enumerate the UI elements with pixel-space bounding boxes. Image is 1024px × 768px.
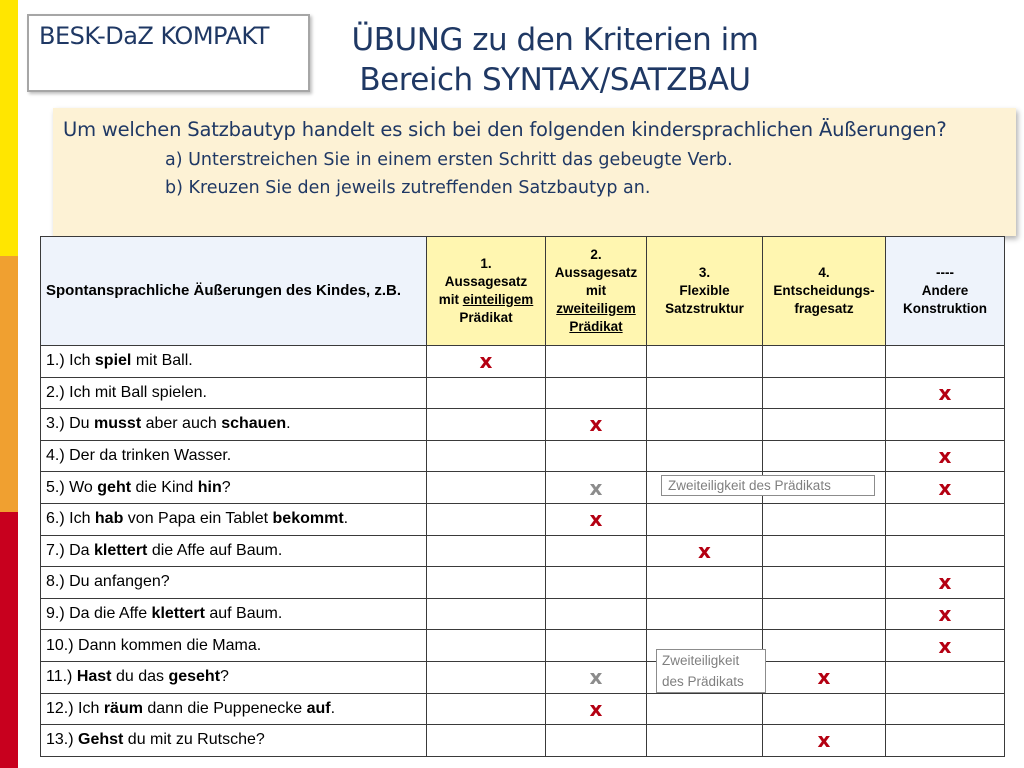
header-type-4-line1: Entscheidungs- [773,283,875,298]
mark-cell[interactable] [546,598,647,630]
utterance-text: 6.) Ich [46,510,95,528]
utterance-text: 10.) Dann kommen die Mama. [46,636,262,654]
mark-cell[interactable] [546,535,647,567]
utterance-cell [41,598,427,630]
utterance-text: du das [111,668,169,686]
mark-cell[interactable] [647,409,763,441]
utterance-text: 7.) Da [46,541,95,559]
utterance-cell [41,503,427,535]
task-question: Um welchen Satzbautyp handelt es sich bei den folgenden kindersprachlichen Äußerungen? [63,118,947,141]
utterance-text: . [330,699,336,717]
mark-cell[interactable] [763,693,886,725]
verb-highlight: musst [94,415,142,433]
course-badge-text: BESK-DaZ KOMPAKT [39,22,269,50]
mark-cell[interactable] [763,535,886,567]
utterance-text: die Kind [131,478,198,496]
mark-cell[interactable] [427,503,546,535]
utterance-text: 3.) Du [46,415,95,433]
mark-cell[interactable] [427,725,546,757]
annotation-2-line2: des Prädikats [662,674,744,689]
utterance-cell [41,409,427,441]
mark-cell[interactable] [546,567,647,599]
mark-cell[interactable] [647,377,763,409]
mark-cell[interactable]: x [763,661,886,693]
table-row [41,535,1005,567]
mark-cell[interactable] [763,440,886,472]
utterance-cell [41,630,427,662]
utterance-cell [41,567,427,599]
mark-cell[interactable] [427,409,546,441]
utterance-cell [41,535,427,567]
utterance-text: 1.) Ich [46,352,95,370]
verb-highlight: bekommt [272,510,344,528]
header-type-2-line4: Prädikat [569,319,623,334]
utterance-text: von Papa ein Tablet [123,510,273,528]
mark-cell[interactable]: x [886,598,1005,630]
verb-highlight: geseht [168,668,221,686]
mark-cell[interactable]: x [763,725,886,757]
table-row [41,346,1005,378]
utterance-text: du mit zu Rutsche? [123,731,265,749]
utterance-text: 12.) Ich [46,699,104,717]
header-type-2-line1: Aussagesatz [554,265,638,280]
mark-cell[interactable] [886,409,1005,441]
header-type-1-mit: mit [438,292,463,307]
header-type-1-line1: Aussagesatz [444,274,528,289]
header-type-4-number: 4. [818,265,830,280]
header-type-4-line2: fragesatz [794,301,854,316]
utterance-cell [41,693,427,725]
header-type-3-number: 3. [698,265,711,280]
header-type-1-number: 1. [480,256,492,271]
utterance-text: ? [221,478,231,496]
mark-cell[interactable]: x [886,377,1005,409]
mark-cell[interactable] [647,598,763,630]
mark-cell[interactable] [427,535,546,567]
utterance-text: 11.) [46,668,77,686]
mark-cell[interactable] [886,535,1005,567]
mark-cell[interactable]: x [546,409,647,441]
table-row [41,661,1005,693]
accent-stripe-red [0,512,18,768]
slide-title [300,20,810,100]
mark-cell[interactable]: x [647,535,763,567]
table-row [41,598,1005,630]
mark-cell[interactable] [647,346,763,378]
mark-cell[interactable] [647,440,763,472]
table-row [41,503,1005,535]
mark-cell[interactable] [763,598,886,630]
mark-cell[interactable]: x [546,661,647,693]
mark-cell[interactable]: x [546,472,647,504]
mark-cell[interactable] [427,440,546,472]
table-row [41,409,1005,441]
utterance-text: 5.) Wo [46,478,98,496]
table-row [41,630,1005,662]
mark-cell[interactable] [546,630,647,662]
utterance-cell [41,472,427,504]
utterance-text: die Affe auf Baum. [147,541,283,559]
mark-cell[interactable] [546,377,647,409]
header-type-3-line1: Flexible [679,283,730,298]
mark-cell[interactable]: x [546,693,647,725]
utterance-text: . [286,415,291,433]
header-other-dashes: ---- [936,265,954,280]
mark-cell[interactable] [546,346,647,378]
mark-cell[interactable] [427,472,546,504]
task-step-b: b) Kreuzen Sie den jeweils zutreffenden Satzbautyp an. [165,178,651,198]
mark-cell[interactable] [427,598,546,630]
header-other-line1: Andere [921,283,969,298]
utterance-text: 4.) Der da trinken Wasser. [46,447,232,465]
mark-cell[interactable] [427,661,546,693]
mark-cell[interactable] [763,346,886,378]
verb-highlight: räum [103,699,143,717]
utterance-text: auf Baum. [204,605,283,623]
utterance-text: 8.) Du anfangen? [46,573,170,591]
header-other [886,237,1005,346]
mark-cell[interactable] [886,346,1005,378]
task-step-a: a) Unterstreichen Sie in einem ersten Schritt das gebeugte Verb. [165,150,733,170]
verb-highlight: klettert [94,541,148,559]
table-header-row [41,237,1005,346]
verb-highlight: spiel [94,352,132,370]
mark-cell[interactable] [763,567,886,599]
mark-cell[interactable] [546,725,647,757]
mark-cell[interactable]: x [546,503,647,535]
header-type-2-line2: mit [585,283,607,298]
header-other-line2: Konstruktion [903,301,987,316]
mark-cell[interactable]: x [427,346,546,378]
course-badge [27,14,310,92]
verb-highlight: Gehst [78,731,124,749]
utterance-text: ? [220,668,229,686]
verb-highlight: geht [97,478,132,496]
accent-stripe-yellow [0,0,18,256]
verb-highlight: Hast [76,668,112,686]
utterance-text: mit Ball. [131,352,193,370]
header-type-3 [647,237,763,346]
header-type-1-line2 [427,291,545,309]
mark-cell[interactable] [647,693,763,725]
mark-cell[interactable]: x [886,630,1005,662]
utterance-text: . [343,510,349,528]
title-line-2: Bereich SYNTAX/SATZBAU [359,62,751,98]
header-type-1 [427,237,546,346]
verb-highlight: klettert [151,605,205,623]
task-box [53,108,1016,236]
verb-highlight: hab [94,510,124,528]
mark-cell[interactable] [886,725,1005,757]
mark-cell[interactable] [763,630,886,662]
header-type-2-underlined: zweiteiligem [556,301,636,316]
mark-cell[interactable] [546,440,647,472]
mark-cell[interactable] [427,693,546,725]
table-row [41,693,1005,725]
header-type-2-number: 2. [590,247,602,262]
header-type-1-underlined: einteiligem [462,292,534,307]
mark-cell[interactable] [647,567,763,599]
utterance-cell [41,377,427,409]
annotation-two-part-predicate-2 [656,649,766,693]
verb-highlight: hin [197,478,222,496]
utterance-text: 9.) Da die Affe [46,605,152,623]
utterance-text: 13.) [46,731,79,749]
table-row [41,725,1005,757]
mark-cell[interactable] [763,377,886,409]
mark-cell[interactable] [886,693,1005,725]
mark-cell[interactable] [886,503,1005,535]
annotation-2-line1: Zweiteiligkeit [662,653,740,668]
utterance-text: 2.) Ich mit Ball spielen. [46,383,207,401]
utterance-cell [41,346,427,378]
header-type-3-line2: Satzstruktur [665,301,744,316]
mark-cell[interactable] [763,409,886,441]
header-utterances: Spontansprachliche Äußerungen des Kindes, z.B. [41,237,427,346]
utterance-cell [41,725,427,757]
verb-highlight: auf [306,699,331,717]
sentence-type-table [40,236,1005,757]
table-row [41,440,1005,472]
mark-cell[interactable] [427,630,546,662]
table-row [41,377,1005,409]
mark-cell[interactable] [427,567,546,599]
utterance-cell [41,661,427,693]
accent-stripe-orange [0,256,18,512]
utterance-text: aber auch [141,415,222,433]
mark-cell[interactable]: x [886,440,1005,472]
table-row [41,567,1005,599]
header-type-4 [763,237,886,346]
mark-cell[interactable]: x [886,567,1005,599]
mark-cell[interactable]: x [886,472,1005,504]
utterance-text: dann die Puppenecke [142,699,307,717]
title-line-1: ÜBUNG zu den Kriterien im [351,22,759,58]
header-type-1-line3: Prädikat [459,310,513,325]
utterance-cell [41,440,427,472]
annotation-two-part-predicate: Zweiteiligkeit des Prädikats [661,475,875,496]
mark-cell[interactable] [427,377,546,409]
header-type-2 [546,237,647,346]
mark-cell[interactable] [647,503,763,535]
mark-cell[interactable] [886,661,1005,693]
verb-highlight: schauen [221,415,287,433]
mark-cell[interactable] [647,725,763,757]
mark-cell[interactable] [763,503,886,535]
